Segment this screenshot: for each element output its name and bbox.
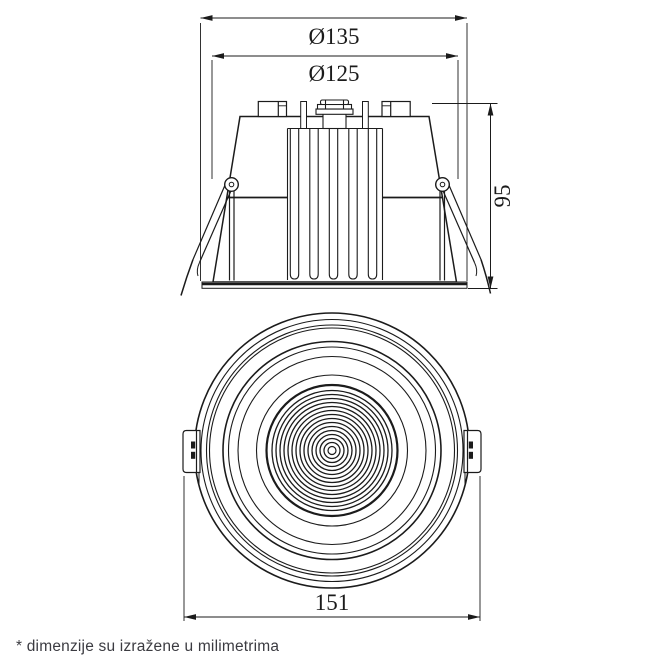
fin	[349, 129, 357, 279]
trim-flange	[202, 282, 467, 288]
bezel-circles	[195, 313, 470, 588]
fin-tab-left	[301, 102, 307, 129]
arrowhead-right	[455, 15, 467, 21]
fin	[310, 129, 318, 279]
arrowhead-left	[201, 15, 213, 21]
dimension-flange-diameter	[201, 15, 468, 49]
dim-label-cutout-diameter: Ø125	[308, 61, 360, 86]
dimension-cutout-diameter	[212, 53, 458, 86]
clip-pivot	[225, 178, 239, 192]
dim-label-face-diameter: 151	[314, 590, 350, 615]
lens-rings	[272, 391, 392, 511]
fin	[290, 129, 298, 279]
fin	[368, 129, 376, 279]
terminal-block-right	[382, 102, 410, 117]
side-elevation-view	[181, 15, 515, 295]
spring-clip-left	[181, 178, 238, 296]
arrowhead-right	[468, 614, 480, 620]
dim-label-height: 95	[490, 184, 515, 208]
spring-tail	[181, 260, 193, 296]
terminal-block-left	[258, 102, 286, 117]
arrowhead-left	[212, 53, 224, 59]
arrowhead-right	[446, 53, 458, 59]
fin	[329, 129, 337, 279]
clip-pivot	[436, 178, 450, 192]
spring-clip-right	[436, 178, 491, 294]
arrowhead-top	[488, 104, 494, 116]
dimension-face-diameter	[184, 476, 480, 621]
dim-label-flange-diameter: Ø135	[308, 24, 360, 49]
arrowhead-left	[184, 614, 196, 620]
fin-tab-right	[363, 102, 369, 129]
units-footnote: * dimenzije su izražene u milimetrima	[16, 638, 280, 655]
front-view	[183, 313, 481, 621]
